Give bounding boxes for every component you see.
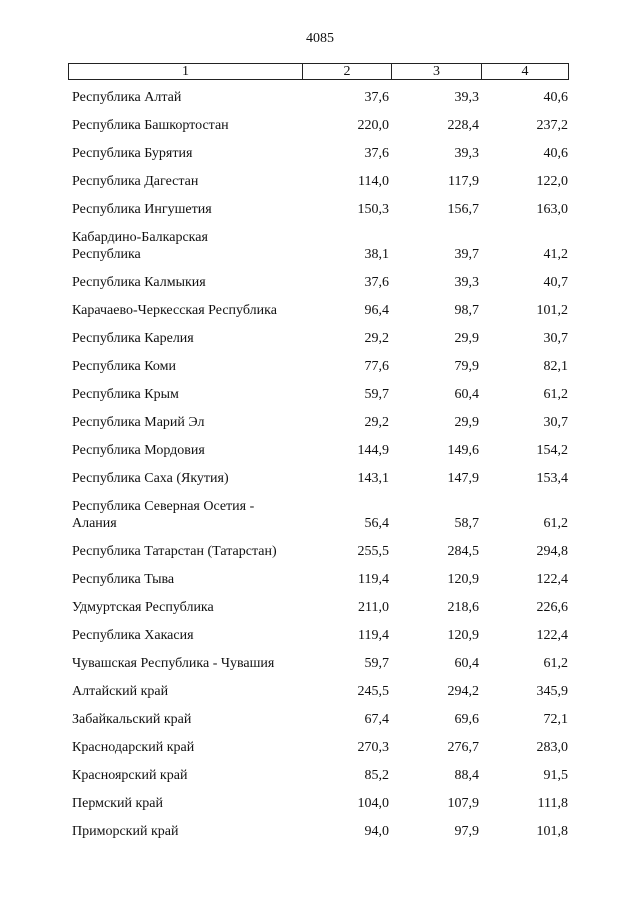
value-col-2: 255,5	[357, 544, 389, 559]
value-col-3: 39,3	[454, 90, 479, 105]
table-row	[0, 269, 640, 297]
value-col-4: 101,8	[536, 824, 568, 839]
region-name: Республика Коми	[72, 359, 176, 374]
region-name: Кабардино-Балкарская Республика	[72, 230, 208, 262]
header-col-2: 2	[303, 64, 392, 79]
region-name: Чувашская Республика - Чувашия	[72, 656, 275, 671]
region-name: Республика Дагестан	[72, 174, 199, 189]
value-col-4: 61,2	[543, 516, 568, 531]
region-name: Республика Татарстан (Татарстан)	[72, 544, 277, 559]
value-col-3: 276,7	[447, 740, 479, 755]
value-col-2: 143,1	[357, 471, 389, 486]
value-col-4: 345,9	[536, 684, 568, 699]
value-col-2: 37,6	[364, 90, 389, 105]
region-name: Республика Хакасия	[72, 628, 194, 643]
value-col-3: 149,6	[447, 443, 479, 458]
value-col-3: 39,3	[454, 146, 479, 161]
region-name: Республика Марий Эл	[72, 415, 205, 430]
table-row	[0, 297, 640, 325]
value-col-3: 29,9	[454, 415, 479, 430]
value-col-2: 67,4	[364, 712, 389, 727]
value-col-2: 119,4	[358, 572, 389, 587]
value-col-4: 61,2	[543, 387, 568, 402]
value-col-2: 29,2	[364, 415, 389, 430]
value-col-3: 147,9	[447, 471, 479, 486]
value-col-2: 220,0	[357, 118, 389, 133]
value-col-4: 283,0	[536, 740, 568, 755]
value-col-3: 39,3	[454, 275, 479, 290]
value-col-3: 60,4	[454, 387, 479, 402]
table-row	[0, 622, 640, 650]
value-col-3: 69,6	[454, 712, 479, 727]
value-col-4: 82,1	[543, 359, 568, 374]
table-row	[0, 566, 640, 594]
table-row	[0, 538, 640, 566]
header-col-4: 4	[521, 64, 529, 79]
value-col-2: 270,3	[357, 740, 389, 755]
table-row	[0, 465, 640, 493]
region-name: Республика Башкортостан	[72, 118, 229, 133]
value-col-2: 96,4	[364, 303, 389, 318]
table-row	[0, 409, 640, 437]
value-col-2: 211,0	[358, 600, 389, 615]
value-col-3: 88,4	[454, 768, 479, 783]
value-col-3: 39,7	[454, 247, 479, 262]
region-name: Республика Саха (Якутия)	[72, 471, 229, 486]
value-col-4: 111,8	[537, 796, 568, 811]
region-name: Алтайский край	[72, 684, 169, 699]
table-row	[0, 381, 640, 409]
value-col-4: 40,7	[543, 275, 568, 290]
value-col-4: 72,1	[543, 712, 568, 727]
region-name: Пермский край	[72, 796, 163, 811]
value-col-4: 122,4	[536, 572, 568, 587]
value-col-3: 58,7	[454, 516, 479, 531]
value-col-4: 163,0	[536, 202, 568, 217]
value-col-2: 59,7	[364, 656, 389, 671]
value-col-4: 237,2	[536, 118, 568, 133]
value-col-2: 38,1	[364, 247, 389, 262]
table-row	[0, 650, 640, 678]
value-col-4: 91,5	[543, 768, 568, 783]
value-col-2: 119,4	[358, 628, 389, 643]
table-row	[0, 325, 640, 353]
value-col-2: 104,0	[357, 796, 389, 811]
region-name: Карачаево-Черкесская Республика	[72, 303, 277, 318]
value-col-3: 29,9	[454, 331, 479, 346]
table-row	[0, 196, 640, 224]
value-col-3: 107,9	[447, 796, 479, 811]
table-row	[0, 594, 640, 622]
region-name: Республика Карелия	[72, 331, 194, 346]
value-col-3: 284,5	[447, 544, 479, 559]
table-header	[68, 63, 569, 80]
table-row	[0, 353, 640, 381]
value-col-4: 226,6	[536, 600, 568, 615]
value-col-2: 37,6	[364, 146, 389, 161]
table-row	[0, 224, 640, 269]
header-col-3: 3	[392, 64, 482, 79]
value-col-2: 77,6	[364, 359, 389, 374]
region-name: Красноярский край	[72, 768, 188, 783]
value-col-4: 294,8	[536, 544, 568, 559]
table-row	[0, 168, 640, 196]
value-col-3: 156,7	[447, 202, 479, 217]
table-row	[0, 790, 640, 818]
value-col-2: 144,9	[357, 443, 389, 458]
value-col-4: 40,6	[543, 90, 568, 105]
value-col-4: 101,2	[536, 303, 568, 318]
region-name: Удмуртская Республика	[72, 600, 214, 615]
value-col-4: 154,2	[536, 443, 568, 458]
table-row	[0, 818, 640, 846]
value-col-3: 120,9	[447, 628, 479, 643]
region-name: Республика Бурятия	[72, 146, 193, 161]
value-col-3: 228,4	[447, 118, 479, 133]
value-col-3: 294,2	[447, 684, 479, 699]
table-row	[0, 706, 640, 734]
region-name: Приморский край	[72, 824, 179, 839]
table-row	[0, 493, 640, 538]
value-col-3: 79,9	[454, 359, 479, 374]
value-col-2: 94,0	[364, 824, 389, 839]
table-row	[0, 140, 640, 168]
value-col-2: 59,7	[364, 387, 389, 402]
region-name: Краснодарский край	[72, 740, 195, 755]
table-row	[0, 437, 640, 465]
region-name: Республика Ингушетия	[72, 202, 212, 217]
value-col-4: 122,0	[536, 174, 568, 189]
table-row	[0, 678, 640, 706]
value-col-2: 56,4	[364, 516, 389, 531]
value-col-4: 153,4	[536, 471, 568, 486]
header-col-1: 1	[69, 64, 303, 79]
table-row	[0, 112, 640, 140]
value-col-4: 40,6	[543, 146, 568, 161]
table-row	[0, 762, 640, 790]
value-col-2: 245,5	[357, 684, 389, 699]
value-col-2: 29,2	[364, 331, 389, 346]
value-col-2: 85,2	[364, 768, 389, 783]
table-row	[0, 734, 640, 762]
value-col-2: 150,3	[357, 202, 389, 217]
value-col-4: 61,2	[543, 656, 568, 671]
value-col-3: 218,6	[447, 600, 479, 615]
value-col-3: 120,9	[447, 572, 479, 587]
region-name: Забайкальский край	[72, 712, 192, 727]
region-name: Республика Калмыкия	[72, 275, 206, 290]
page-number: 4085	[306, 31, 334, 46]
value-col-3: 60,4	[454, 656, 479, 671]
table-body	[0, 84, 640, 846]
region-name: Республика Северная Осетия - Алания	[72, 499, 255, 531]
value-col-2: 114,0	[358, 174, 389, 189]
value-col-3: 117,9	[448, 174, 479, 189]
value-col-4: 30,7	[543, 331, 568, 346]
region-name: Республика Тыва	[72, 572, 175, 587]
value-col-4: 122,4	[536, 628, 568, 643]
region-name: Республика Мордовия	[72, 443, 205, 458]
region-name: Республика Алтай	[72, 90, 182, 105]
value-col-4: 41,2	[543, 247, 568, 262]
value-col-3: 98,7	[454, 303, 479, 318]
table-row	[0, 84, 640, 112]
region-name: Республика Крым	[72, 387, 179, 402]
value-col-2: 37,6	[364, 275, 389, 290]
value-col-4: 30,7	[543, 415, 568, 430]
value-col-3: 97,9	[454, 824, 479, 839]
